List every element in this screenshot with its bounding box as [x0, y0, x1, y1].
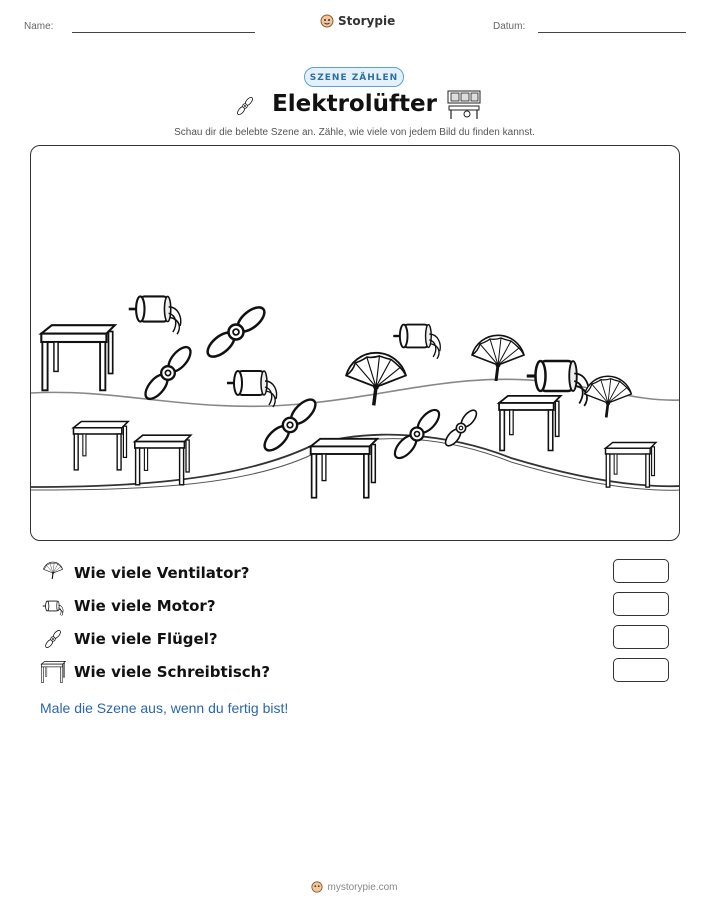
motor-2	[227, 371, 277, 407]
storypie-mascot-icon	[320, 14, 334, 28]
brand-logo	[320, 14, 395, 28]
date-line[interactable]	[538, 32, 686, 33]
scene-illustration	[31, 146, 680, 541]
fan-2	[472, 335, 524, 381]
footer	[0, 881, 709, 893]
desk-3	[135, 435, 191, 485]
footer-url[interactable]: mystorypie.com	[327, 881, 398, 893]
title-desk-scene-icon	[447, 90, 481, 124]
desk-1	[41, 325, 114, 390]
answer-box-desk[interactable]	[613, 658, 669, 682]
motor-3	[393, 325, 440, 359]
desk-icon	[40, 659, 66, 685]
storypie-mascot-icon	[311, 881, 323, 893]
question-text: Wie viele Motor?	[74, 597, 216, 615]
page-title: Elektrolüfter	[272, 91, 437, 117]
instructions: Schau dir die belebte Szene an. Zähle, wie viele von jedem Bild du finden kannst.	[174, 127, 535, 138]
name-line[interactable]	[72, 32, 255, 33]
question-text: Wie viele Flügel?	[74, 630, 218, 648]
question-text: Wie viele Ventilator?	[74, 564, 250, 582]
desk-5	[499, 396, 561, 451]
question-text: Wie viele Schreibtisch?	[74, 663, 271, 681]
question-row-desk	[40, 658, 680, 686]
answer-box-propeller[interactable]	[613, 625, 669, 649]
category-badge: SZENE ZÄHLEN	[304, 67, 404, 87]
question-row-motor	[40, 592, 680, 620]
desk-4	[311, 439, 378, 498]
question-row-propeller	[40, 625, 680, 653]
desk-6	[606, 442, 656, 487]
counting-scene	[30, 145, 680, 541]
hand-fan-icon	[40, 560, 66, 586]
motor-1	[129, 296, 181, 334]
question-row-fan	[40, 559, 680, 587]
desk-2	[73, 422, 128, 470]
answer-box-fan[interactable]	[613, 559, 669, 583]
date-label: Datum:	[493, 21, 526, 32]
fan-3	[585, 376, 632, 417]
propeller-1	[141, 343, 194, 402]
propeller-icon	[40, 626, 66, 652]
propeller-2	[204, 303, 269, 361]
coloring-note: Male die Szene aus, wenn du fertig bist!	[40, 700, 289, 716]
brand-name: Storypie	[338, 14, 396, 28]
motor-icon	[40, 593, 66, 619]
name-label: Name:	[24, 21, 54, 32]
answer-box-motor[interactable]	[613, 592, 669, 616]
